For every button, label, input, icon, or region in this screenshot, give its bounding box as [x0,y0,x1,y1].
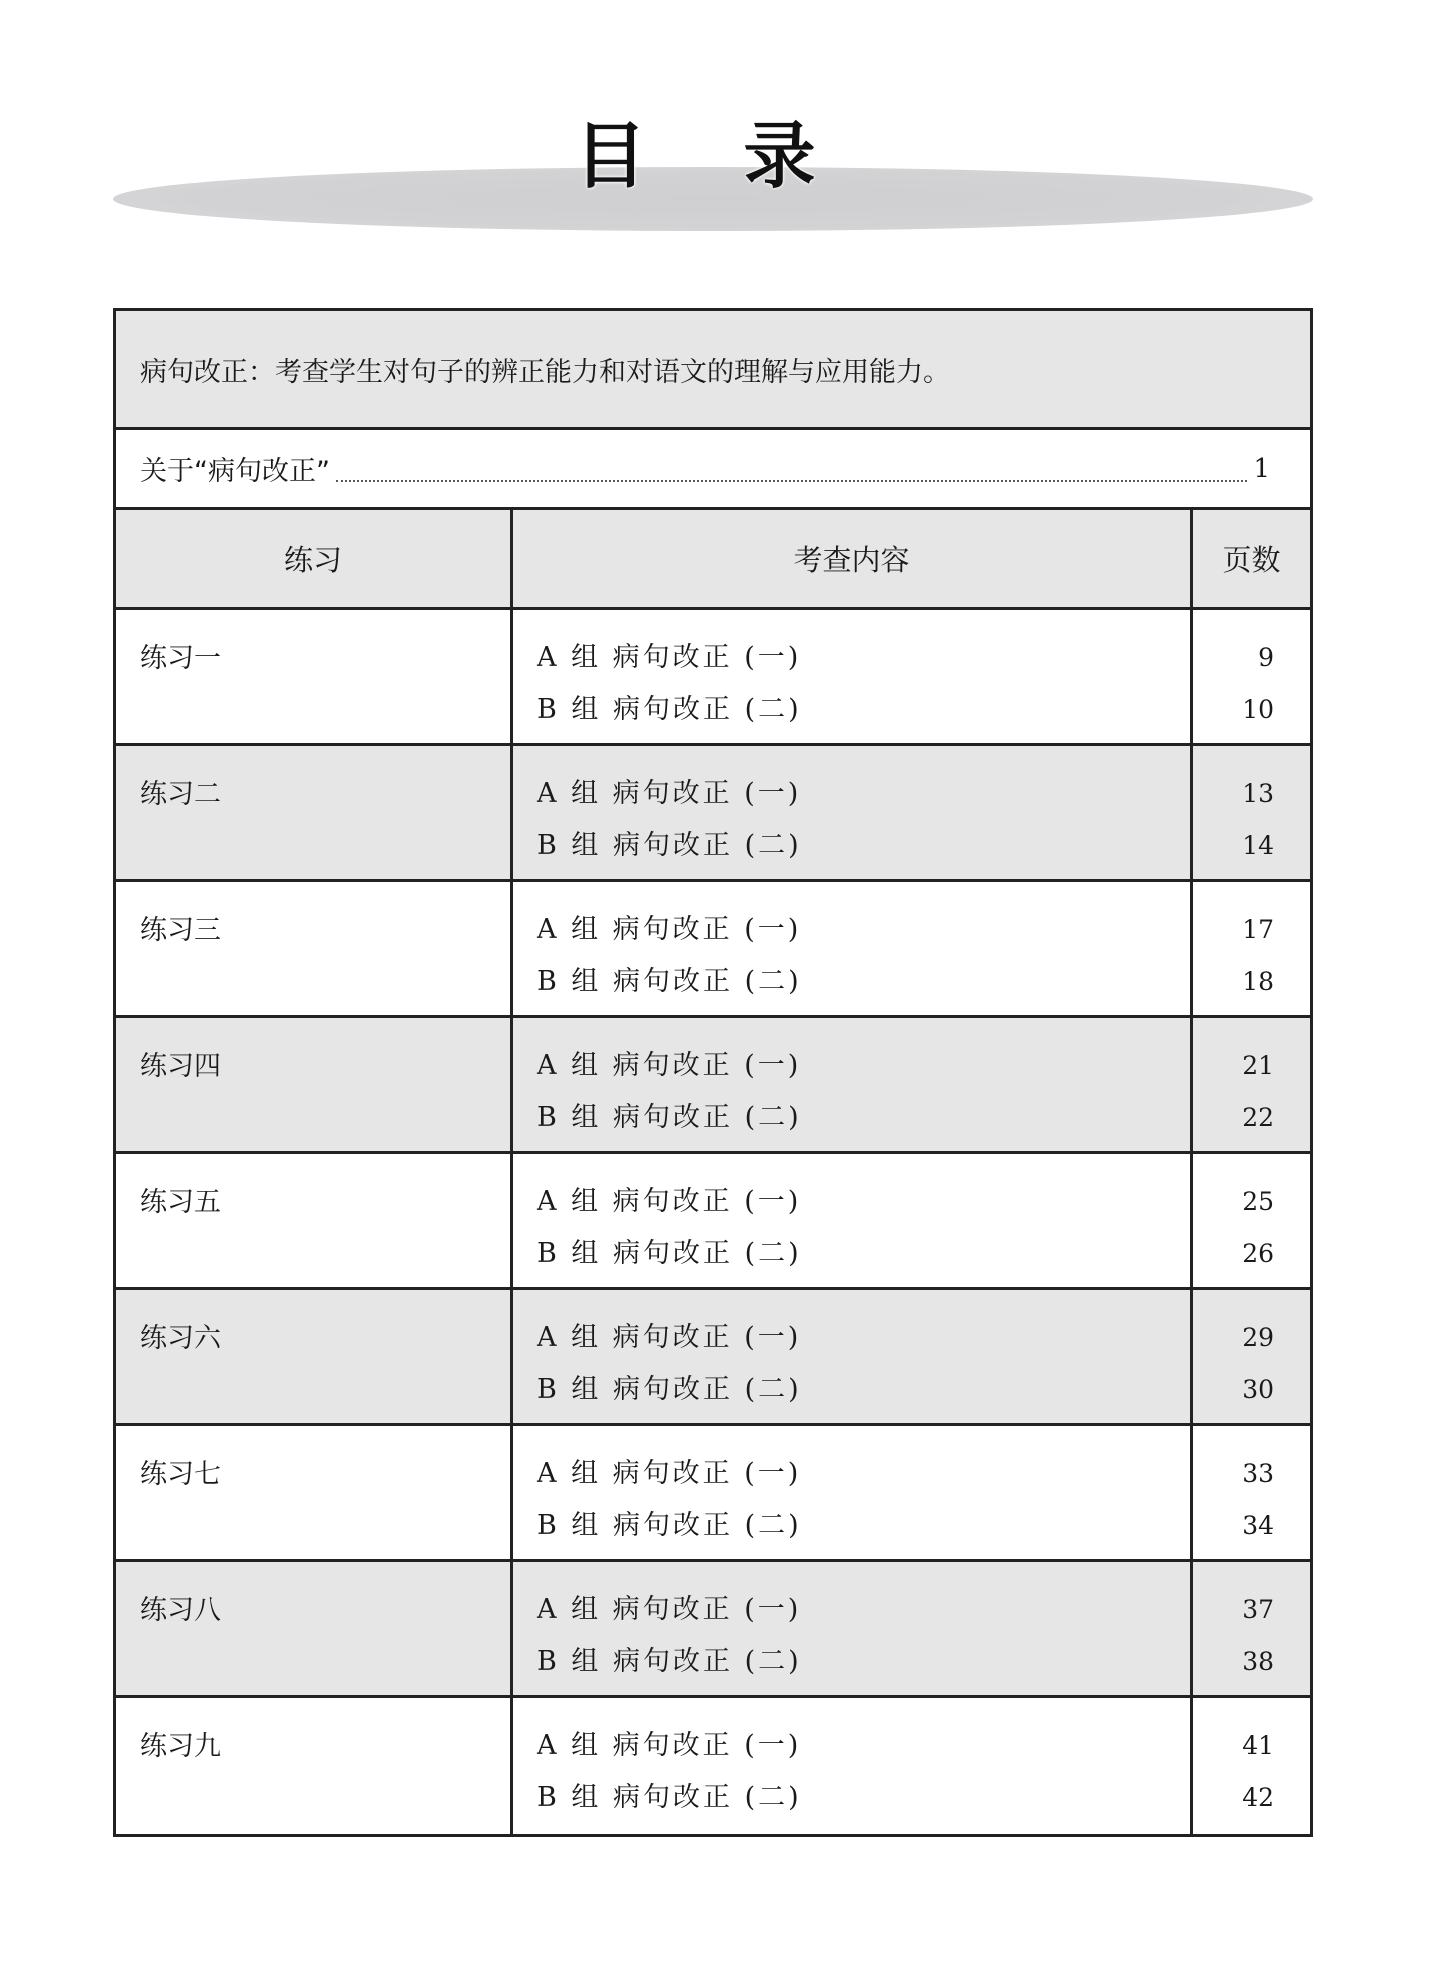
content-item[interactable]: A 组 病句改正 (一) [537,1322,802,1353]
page-number: 9 [1258,643,1274,672]
dot-leader [336,464,1247,482]
table-row [116,882,1310,1018]
table-row [116,1698,1310,1834]
page-number: 17 [1242,915,1274,944]
exercise-name[interactable]: 练习七 [116,1426,513,1559]
page-number: 33 [1242,1459,1274,1488]
exercise-name[interactable]: 练习二 [116,746,513,879]
exercise-pages [1193,746,1310,879]
exercise-name[interactable]: 练习五 [116,1154,513,1287]
toc-entry-about[interactable] [116,430,1310,510]
exercise-pages [1193,1154,1310,1287]
content-item[interactable]: B 组 病句改正 (二) [537,830,802,861]
page-number: 41 [1242,1731,1274,1760]
content-item[interactable]: A 组 病句改正 (一) [537,778,802,809]
exercise-pages [1193,1562,1310,1695]
page-number: 18 [1242,967,1274,996]
exercise-name[interactable]: 练习八 [116,1562,513,1695]
page-number: 13 [1242,779,1274,808]
exercise-name[interactable]: 练习六 [116,1290,513,1423]
header-pages: 页数 [1222,543,1281,577]
section-intro-text: 病句改正：考查学生对句子的辨正能力和对语文的理解与应用能力。 [140,356,950,388]
content-item[interactable]: A 组 病句改正 (一) [537,1730,802,1761]
content-item[interactable]: B 组 病句改正 (二) [537,1102,802,1133]
page-number: 21 [1242,1051,1274,1080]
content-item[interactable]: B 组 病句改正 (二) [537,1374,802,1405]
exercise-name[interactable]: 练习三 [116,882,513,1015]
table-row [116,1290,1310,1426]
page-number: 37 [1242,1595,1274,1624]
content-item[interactable]: A 组 病句改正 (一) [537,1458,802,1489]
exercise-pages [1193,882,1310,1015]
exercise-pages [1193,1290,1310,1423]
content-item[interactable]: B 组 病句改正 (二) [537,694,802,725]
table-of-contents [113,308,1313,1837]
table-row [116,610,1310,746]
content-item[interactable]: B 组 病句改正 (二) [537,1238,802,1269]
table-row [116,1154,1310,1290]
exercise-content [513,610,1193,743]
page-number: 34 [1242,1511,1274,1540]
exercise-content [513,1018,1193,1151]
page-number: 22 [1242,1103,1274,1132]
table-row [116,1562,1310,1698]
title-banner [113,105,1313,245]
exercise-name[interactable]: 练习九 [116,1698,513,1834]
header-content: 考查内容 [513,510,1193,607]
page-number: 38 [1242,1647,1274,1676]
section-intro [116,311,1310,430]
toc-entry-about-label[interactable]: 关于“病句改正” [140,456,330,487]
page-number: 30 [1242,1375,1274,1404]
content-item[interactable]: A 组 病句改正 (一) [537,1186,802,1217]
exercise-content [513,1698,1193,1834]
content-item[interactable]: A 组 病句改正 (一) [537,1594,802,1625]
content-item[interactable]: B 组 病句改正 (二) [537,1646,802,1677]
content-item[interactable]: A 组 病句改正 (一) [537,642,802,673]
content-item[interactable]: B 组 病句改正 (二) [537,1510,802,1541]
content-item[interactable]: B 组 病句改正 (二) [537,966,802,997]
exercise-content [513,1154,1193,1287]
exercise-pages [1193,1426,1310,1559]
exercise-name[interactable]: 练习四 [116,1018,513,1151]
exercise-name[interactable]: 练习一 [116,610,513,743]
exercise-content [513,1426,1193,1559]
exercise-pages [1193,1018,1310,1151]
table-row [116,1018,1310,1154]
exercise-content [513,882,1193,1015]
page-number: 25 [1242,1187,1274,1216]
header-exercise: 练习 [116,510,513,607]
page-number: 14 [1242,831,1274,860]
exercise-content [513,1290,1193,1423]
page-number: 10 [1242,695,1274,724]
page-number: 29 [1242,1323,1274,1352]
toc-entry-about-page: 1 [1253,453,1270,484]
content-item[interactable]: A 组 病句改正 (一) [537,1050,802,1081]
table-row [116,746,1310,882]
exercise-content [513,1562,1193,1695]
content-item[interactable]: A 组 病句改正 (一) [537,914,802,945]
exercise-content [513,746,1193,879]
page-number: 42 [1242,1783,1274,1812]
page-number: 26 [1242,1239,1274,1268]
content-item[interactable]: B 组 病句改正 (二) [537,1782,802,1813]
exercise-pages [1193,610,1310,743]
exercise-pages [1193,1698,1310,1834]
table-row [116,1426,1310,1562]
page-title: 目 录 [574,114,852,198]
table-header [116,510,1310,610]
